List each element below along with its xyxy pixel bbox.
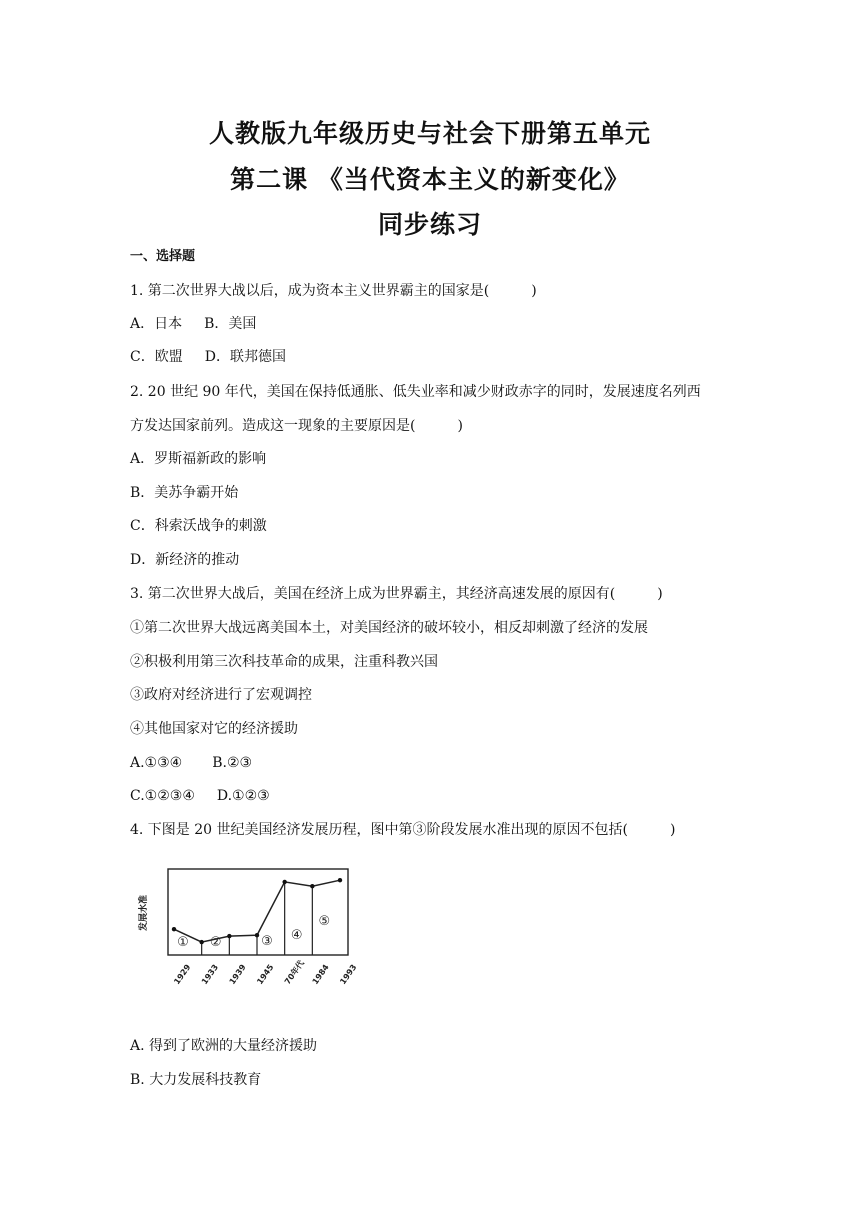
stage-label-5: ⑤ <box>318 914 331 929</box>
question-3-option-b: B.②③ <box>212 755 253 771</box>
stage-label-2: ② <box>209 935 222 950</box>
question-2-stem-line-2: 方发达国家前列。造成这一现象的主要原因是( ) <box>130 418 463 434</box>
question-2-option-c: C．科索沃战争的刺激 <box>130 518 267 534</box>
question-1-option-d: D．联邦德国 <box>204 349 286 365</box>
data-point-1 <box>172 927 176 931</box>
data-point-7 <box>338 878 342 882</box>
question-3-option-c: C.①②③④ <box>130 788 195 804</box>
question-1-options-row-2 <box>130 348 286 366</box>
x-tick-label-7: 1993 <box>338 962 359 987</box>
question-4-stem: 4. 下图是 20 世纪美国经济发展历程，图中第③阶段发展水准出现的原因不包括( ) <box>130 822 676 838</box>
x-tick-label-4: 1945 <box>255 962 276 987</box>
question-1-option-a: A．日本 <box>130 316 183 332</box>
question-3-options-row-2 <box>130 787 270 805</box>
question-3-stem: 3. 第二次世界大战后，美国在经济上成为世界霸主，其经济高速发展的原因有( ) <box>130 586 663 602</box>
question-4-option-b: B. 大力发展科技教育 <box>130 1072 262 1088</box>
x-tick-label-2: 1933 <box>199 962 221 987</box>
question-2-option-a: A．罗斯福新政的影响 <box>130 451 267 467</box>
economic-development-chart <box>130 855 360 1015</box>
x-tick-label-6: 1984 <box>310 962 331 987</box>
data-point-6 <box>310 884 314 888</box>
data-point-3 <box>227 934 231 938</box>
series-line <box>174 880 340 942</box>
question-3-statement-4: ④其他国家对它的经济援助 <box>130 721 298 737</box>
question-3-statement-2: ②积极利用第三次科技革命的成果，注重科教兴国 <box>130 654 438 670</box>
chart-frame <box>168 869 348 955</box>
question-3-options-row-1 <box>130 754 252 772</box>
data-point-2 <box>199 940 203 944</box>
question-2-option-d: D．新经济的推动 <box>130 552 240 568</box>
section-heading: 一、选择题 <box>130 249 196 264</box>
title-line-1: 人教版九年级历史与社会下册第五单元 <box>208 119 651 148</box>
question-2-option-b: B．美苏争霸开始 <box>130 485 239 501</box>
question-1-options-row-1 <box>130 315 256 333</box>
stage-label-3: ③ <box>261 934 273 949</box>
question-2-stem-line-1: 2. 20 世纪 90 年代，美国在保持低通胀、低失业率和减少财政赤字的同时，发展速度名列西 <box>130 384 701 400</box>
question-1-stem: 1. 第二次世界大战以后，成为资本主义世界霸主的国家是( ) <box>130 283 537 299</box>
question-4-option-a: A. 得到了欧洲的大量经济援助 <box>130 1038 318 1054</box>
data-point-5 <box>282 880 286 884</box>
question-3-statement-3: ③政府对经济进行了宏观调控 <box>130 687 312 703</box>
x-tick-label-5: 70年代 <box>282 958 306 987</box>
data-point-4 <box>255 933 259 937</box>
question-1-option-c: C．欧盟 <box>130 349 183 365</box>
question-3-option-d: D.①②③ <box>216 788 270 804</box>
title-line-3: 同步练习 <box>377 210 482 239</box>
x-tick-label-3: 1939 <box>227 962 248 987</box>
stage-label-4: ④ <box>290 928 303 943</box>
stage-label-1: ① <box>177 935 189 950</box>
title-line-2: 第二课 《当代资本主义的新变化》 <box>230 165 630 194</box>
x-tick-label-1: 1929 <box>172 962 193 987</box>
y-axis-label: 发展水准 <box>139 894 149 932</box>
question-3-option-a: A.①③④ <box>130 755 183 771</box>
question-3-statement-1: ①第二次世界大战远离美国本土，对美国经济的破坏较小，相反却刺激了经济的发展 <box>130 620 648 636</box>
question-1-option-b: B．美国 <box>204 316 257 332</box>
